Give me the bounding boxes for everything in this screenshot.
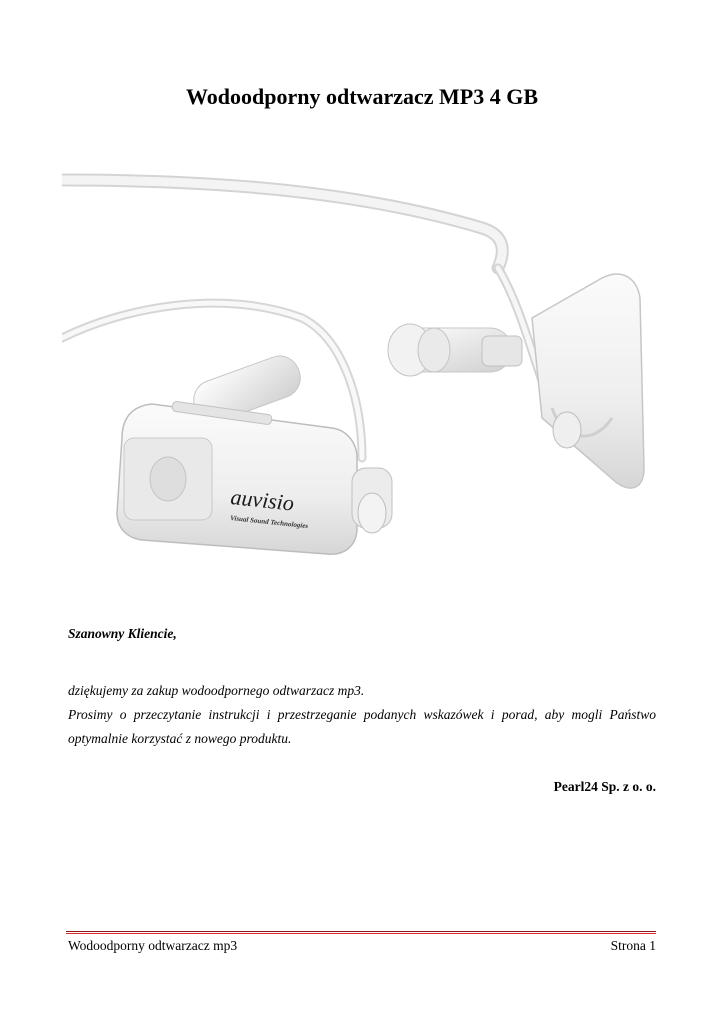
document-title: Wodoodporny odtwarzacz MP3 4 GB (186, 84, 538, 109)
footer-page-number: Strona 1 (610, 938, 656, 953)
footer-document-name: Wodoodporny odtwarzacz mp3 (68, 938, 238, 953)
paragraph: Prosimy o przeczytanie instrukcji i przestrzeganie podanych wskazówek i porad, aby mogli Państwo optymalnie korzystać z nowego produktu. (68, 707, 656, 746)
product-photo (62, 168, 662, 568)
brand-tagline: Visual Sound Technologies (229, 514, 309, 531)
intro-text (68, 679, 656, 751)
brand-logo: auvisio (229, 484, 296, 516)
signature: Pearl24 Sp. z o. o. (553, 779, 656, 794)
footer-divider (66, 931, 656, 934)
paragraph: dziękujemy za zakup wodoodpornego odtwarzacz mp3. (68, 683, 365, 698)
greeting: Szanowny Kliencie, (68, 626, 177, 641)
